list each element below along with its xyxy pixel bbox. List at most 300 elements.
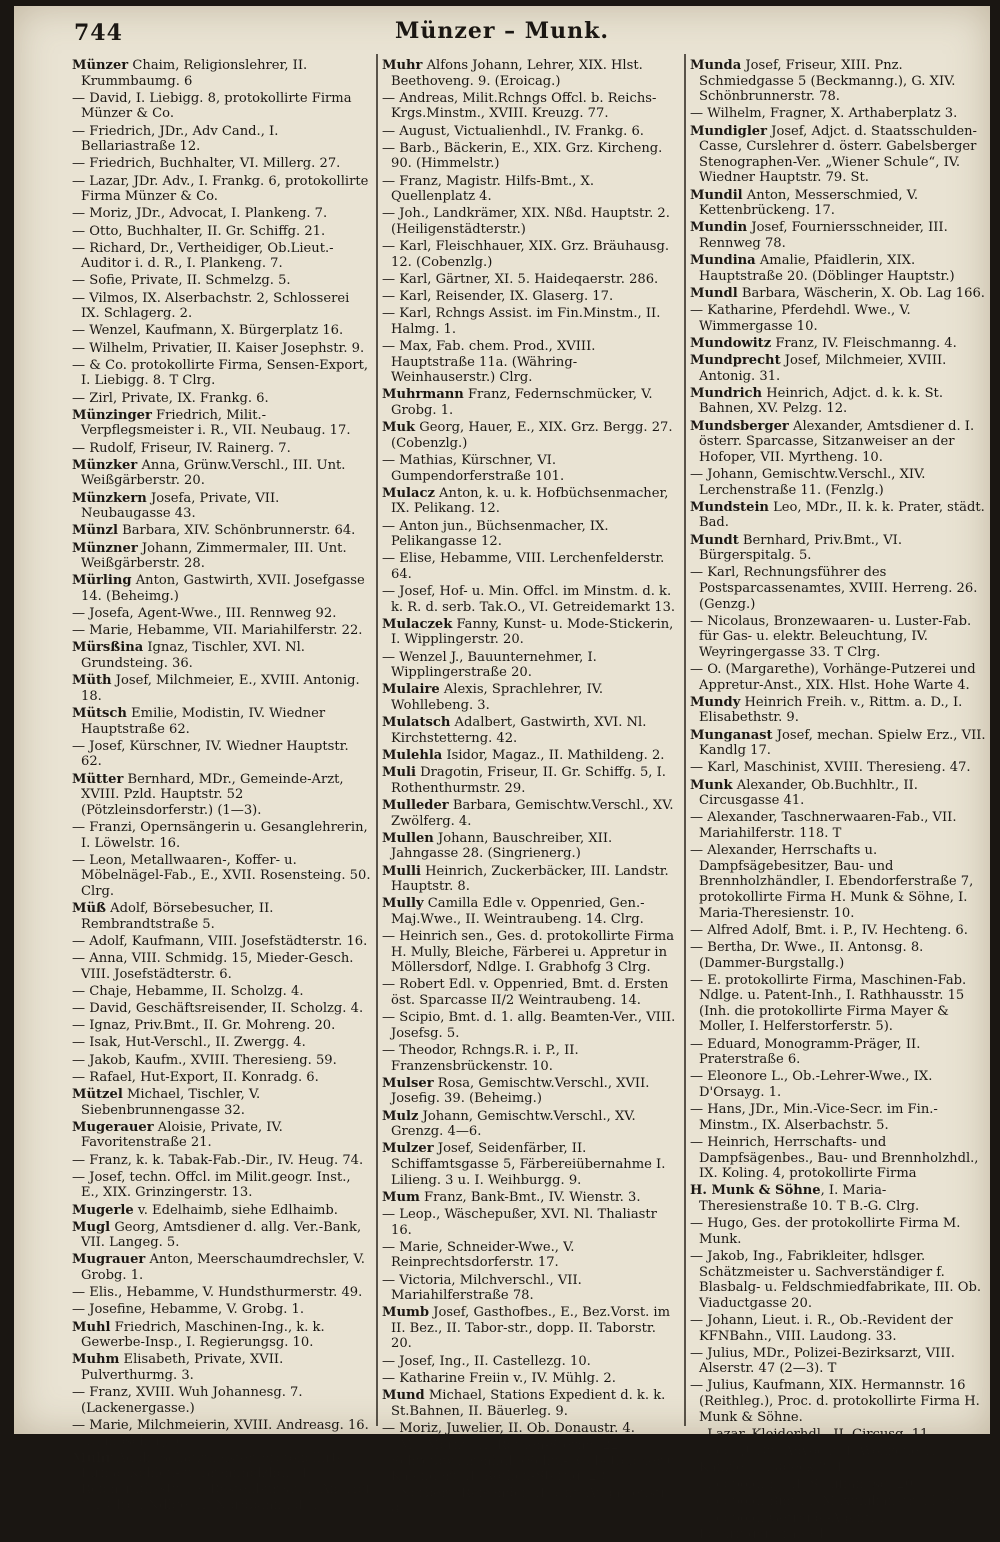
entry-details: — Marie, Schneider-Wwe., V. Reinprechtsdorferstr. 17. [382, 1239, 575, 1271]
entry-details: v. Edelhaimb, siehe Edlhaimb. [133, 1202, 338, 1218]
entry-details: — Josef, Hof- u. Min. Offcl. im Minstm. d. k. k. R. d. serb. Tak.O., VI. Getreidemarkt 13. [382, 584, 676, 615]
directory-entry [72, 673, 372, 704]
entry-surname: Muhrmann [382, 387, 464, 403]
directory-entry [690, 843, 986, 921]
entry-surname: Mulleder [382, 797, 449, 813]
entry-details: — Lazar, JDr. Adv., I. Frankg. 6, protokollirte Firma Münzer & Co. [72, 173, 369, 205]
entry-surname: Mulacz [382, 485, 435, 501]
directory-entry [72, 1018, 372, 1034]
entry-details: — Josefa, Agent-Wwe., III. Rennweg 92. [72, 606, 337, 622]
running-head: Münzer – Munk. [395, 18, 609, 44]
entry-details: — Barb., Bäckerin, E., XIX. Grz. Kircheng. 90. (Himmelstr.) [382, 140, 663, 172]
directory-entry [382, 650, 680, 681]
page-header [14, 6, 990, 48]
entry-details: — Joh., Landkrämer, XIX. Nßd. Hauptstr. 2. (Heiligenstädterstr.) [382, 206, 670, 237]
entry-details: Adalbert, Gastwirth, XVI. Nl. Kirchstetterng. 42. [391, 715, 647, 746]
directory-entry [690, 253, 986, 284]
entry-surname: Muhr [382, 58, 423, 73]
directory-entry [382, 798, 680, 829]
entry-details: Franz, IV. Fleischmanng. 4. [771, 335, 957, 351]
directory-entry [72, 1170, 372, 1201]
entry-surname: Mully [382, 896, 424, 912]
column-3 [690, 58, 986, 1542]
entry-details: Alexis, Sprachlehrer, IV. Wohllebeng. 3. [391, 682, 604, 714]
entry-details: Ignaz, Tischler, XVI. Nl. Grundsteing. 36. [81, 640, 305, 672]
directory-entry [72, 606, 372, 622]
directory-entry [690, 467, 986, 498]
column-1 [72, 58, 372, 1513]
entry-surname: Mundl [690, 285, 738, 301]
entry-details: — Adolf, Kaufmann, VIII. Josefstädterstr. 16. [72, 933, 368, 949]
entry-details: — Nicolaus, Bronzewaaren- u. Luster-Fab. für Gas- u. elektr. Beleuchtung, IV. Weyringergasse 33. T Clrg. [690, 613, 972, 660]
entry-details: Josef, Milchmeier, E., XVIII. Antonig. 18. [81, 673, 360, 704]
directory-entry [690, 303, 986, 334]
entry-details: Anna, Grünw.Verschl., III. Unt. Weißgärberstr. 20. [81, 457, 346, 489]
entry-details: — Marie, Milchmeierin, XVIII. Andreasg. 16. (Dempscherg.) [72, 1417, 369, 1449]
entry-details: Josef, mechan. Spielw Erz., VII. Kandlg 17. [699, 727, 986, 759]
directory-entry [72, 1285, 372, 1301]
directory-entry [690, 1511, 986, 1542]
directory-entry [690, 760, 986, 776]
entry-details: — E. protokollirte Firma, Maschinen-Fab. Ndlge. u. Patent-Inh., I. Rathhausstr. 15 (Inh. die protokollirte Firma Mayer & Moller, I. Helferstorferstr. 5). [690, 972, 967, 1035]
directory-entry [690, 1135, 986, 1182]
entry-details: — Franz, k. k. Tabak-Fab.-Dir., IV. Heug. 74. [72, 1152, 364, 1168]
directory-entry [72, 224, 372, 240]
entry-details: — Eleonore L., Ob.-Lehrer-Wwe., IX. D'Orsayg. 1. [690, 1069, 933, 1101]
directory-entry [690, 1477, 986, 1493]
directory-entry [382, 519, 680, 550]
entry-details: Johann, Zimmermaler, III. Unt. Weißgärberstr. 28. [81, 540, 347, 572]
entry-details: — Hugo, Ges. der protokollirte Firma M. Munk. [690, 1216, 961, 1247]
entry-surname: Mundigler [690, 123, 768, 139]
entry-details: Barbara, XIV. Schönbrunnerstr. 64. [117, 523, 356, 539]
entry-details: — Otto, Buchhalter, II. Gr. Schiffg. 21. [72, 223, 326, 239]
directory-entry [690, 662, 986, 693]
entry-surname: Müß [72, 901, 106, 917]
entry-details: — David, I. Liebigg. 8, protokollirte Firma Münzer & Co. [72, 90, 352, 122]
page-number: 744 [74, 20, 123, 46]
entry-surname: Münzkern [72, 490, 147, 506]
entry-details: , I. Maria-Theresienstraße 10. T B.-G. Clrg. [699, 1183, 920, 1214]
directory-entry [72, 1035, 372, 1051]
entry-details: Isidor, Magaz., II. Mathildeng. 2. [442, 748, 665, 763]
entry-surname: Münzinger [72, 407, 152, 423]
directory-entry [690, 1313, 986, 1344]
entry-surname: Munda [690, 58, 742, 73]
entry-surname: Mürsßina [72, 640, 144, 656]
entry-details: Franz, Federnschmücker, V. Grobg. 1. [391, 387, 653, 418]
entry-details: — Chaje, Hebamme, II. Scholzg. 4. [72, 983, 304, 999]
directory-entry [72, 623, 372, 639]
entry-details: Alexander, Ob.Buchhltr., II. Circusgasse 41. [699, 777, 918, 809]
directory-entry [690, 220, 986, 251]
entry-surname: Münzker [72, 457, 138, 473]
directory-entry [72, 541, 372, 572]
entry-surname: Mundprecht [690, 353, 781, 369]
directory-entry [382, 272, 680, 288]
directory-entry [382, 1240, 680, 1271]
entry-surname: Muk [382, 420, 416, 436]
entry-surname: Müth [72, 673, 112, 689]
column-rule [376, 54, 378, 1426]
directory-entry [382, 339, 680, 386]
directory-entry [690, 58, 986, 105]
directory-entry [690, 778, 986, 809]
entry-surname: Muhr [72, 1450, 113, 1466]
directory-entry [72, 441, 372, 457]
entry-surname: H. Munk & Söhne [690, 1183, 821, 1199]
entry-details: Friedrich, Maschinen-Ing., k. k. Gewerbe-Insp., I. Regierungsg. 10. [81, 1319, 325, 1351]
directory-entry [690, 286, 986, 302]
directory-entry [690, 500, 986, 531]
entry-details: Michael, Stations Expedient d. k. k. St.Bahnen, II. Bäuerleg. 9. [391, 1388, 666, 1419]
entry-details: — Karl, Fleischhauer, XIX. Grz. Bräuhausg. 12. (Cobenzlg.) [382, 239, 670, 270]
entry-details: — Friedrich, Buchhalter, VI. Millerg. 27. [72, 156, 341, 172]
directory-entry [690, 728, 986, 759]
entry-details: Heinrich Freih. v., Rittm. a. D., I. Elisabethstr. 9. [699, 694, 963, 726]
directory-entry [690, 353, 986, 384]
entry-details: — Wenzel J., Bauunternehmer, I. Wipplingerstraße 20. [382, 649, 597, 681]
directory-entry [72, 772, 372, 819]
directory-entry [72, 273, 372, 289]
entry-details: — Richard, Dr., Vertheidiger, Ob.Lieut.-Auditor i. d. R., I. Plankeng. 7. [72, 240, 334, 272]
entry-surname: Mullen [382, 830, 434, 846]
entry-details: Bernhard, MDr., Gemeinde-Arzt, XVIII. Pzld. Hauptstr. 52 (Pötzleinsdorferstr.) (1—3). [81, 771, 344, 818]
directory-entry [382, 617, 680, 648]
directory-entry [72, 1252, 372, 1283]
directory-entry [690, 1216, 986, 1247]
directory-entry [382, 174, 680, 205]
entry-details: — Robert Edl. v. Oppenried, Bmt. d. Ersten öst. Sparcasse II/2 Weintraubeng. 14. [382, 977, 669, 1009]
directory-entry [382, 929, 680, 976]
directory-entry [690, 124, 986, 186]
entry-surname: Muhl [72, 1319, 111, 1335]
entry-details: Josefa, Private, VII. Neubaugasse 43. [81, 490, 280, 522]
entry-details: — Marie, Hebamme, VII. Mariahilferstr. 22. [72, 623, 363, 639]
entry-surname: Münzer [72, 58, 129, 73]
entry-details: Camilla Edle v. Oppenried, Gen.-Maj.Wwe., II. Weintraubeng. 14. Clrg. [391, 896, 645, 927]
directory-entry [382, 1486, 680, 1517]
entry-details: — Heinrich sen., Ges. d. protokollirte Firma H. Mully, Bleiche, Färberei u. Appretur in Möllersdorf, Ndlge. I. Grabhofg 3 Clrg. [382, 929, 675, 976]
entry-surname: Muli [382, 765, 416, 781]
entry-details: Anton, Gastwirth, XVII. Josefgasse 14. (Beheimg.) [81, 573, 365, 604]
directory-entry [382, 1109, 680, 1140]
directory-entry [382, 124, 680, 140]
entry-details: Barbara, Gemischtw.Verschl., XV. Zwölferg. 4. [391, 797, 674, 829]
entry-details: Elisabeth, Private, XVII. Pulverthurmg. 3. [81, 1352, 284, 1383]
directory-entry [382, 306, 680, 337]
directory-entry [382, 1207, 680, 1238]
entry-details: — Josefine, Hebamme, V. Grobg. 1. [72, 1302, 305, 1318]
entry-details: — Leon, Metallwaaren-, Koffer- u. Möbelnägel-Fab., E., XVII. Rosensteing. 50. Clrg. [72, 852, 371, 899]
entry-surname: Mugerauer [72, 1119, 154, 1135]
entry-details: — Lazar, Kleiderhdl., II. Circusg. 11. [690, 1426, 933, 1442]
entry-details: — Scipio, Bmt. d. 1. allg. Beamten-Ver., VIII. Josefsg. 5. [382, 1010, 676, 1041]
directory-entry [690, 188, 986, 219]
directory-entry [382, 1010, 680, 1041]
entry-details: — Katharine, Pferdehdl. Wwe., V. Wimmergasse 10. [690, 303, 911, 334]
directory-entry [72, 853, 372, 900]
entry-surname: Mundrich [690, 385, 763, 401]
entry-details: — Hans, JDr., Min.-Vice-Secr. im Fin.-Minstm., IX. Alserbachstr. 5. [690, 1102, 938, 1133]
entry-details: Rosa, Gemischtw.Verschl., XVII. Josefig. 39. (Beheimg.) [391, 1075, 650, 1107]
directory-entry [72, 1070, 372, 1086]
entry-details: — Julius, Kaufmann, XIX. Hermannstr. 16 (Reithleg.), Proc. d. protokollirte Firma H. Munk & Söhne. [690, 1378, 980, 1425]
entry-details: — O. (Margarethe), Vorhänge-Putzerei und Appretur-Anst., XIX. Hlst. Hohe Warte 4. [690, 662, 976, 693]
entry-details: — Alexander, Herrschafts u. Dampfsägebesitzer, Bau- und Brennholzhändler, I. Ebendorferstraße 7, protokollirte Firma H. Munk & Söhne, I. Maria-Theresienstr. 10. [690, 843, 974, 921]
directory-entry [72, 1001, 372, 1017]
directory-entry [382, 420, 680, 451]
entry-details: — Josef, Kürschner, IV. Wiedner Hauptstr. 62. [72, 738, 349, 770]
entry-details: Leo, MDr., II. k. k. Prater, städt. Bad. [699, 499, 985, 531]
directory-entry [690, 1494, 986, 1510]
directory-entry [72, 58, 372, 89]
directory-entry [72, 241, 372, 272]
directory-entry [72, 951, 372, 982]
entry-details: — Franzi, Opernsängerin u. Gesanglehrerin, I. Löwelstr. 16. [72, 819, 368, 851]
entry-surname: Mütsch [72, 706, 127, 721]
entry-details: — Alexander, Taschnerwaaren-Fab., VII. Mariahilferstr. 118. T [690, 810, 957, 841]
directory-entry [382, 1305, 680, 1352]
entry-surname: Mundin [690, 220, 748, 236]
entry-details: Friedrich, Milit.-Verpflegsmeister i. R., VII. Neubaug. 17. [81, 407, 351, 439]
entry-details: — Leopold, E., II. Schiffamtsg. 20. [690, 1476, 918, 1492]
directory-entry [382, 551, 680, 582]
entry-surname: Mund [382, 1388, 425, 1404]
entry-details: — Franz, XVIII. Wuh Johannesg. 7. (Lackenergasse.) [72, 1385, 303, 1416]
directory-entry [690, 1102, 986, 1133]
directory-entry [72, 1153, 372, 1169]
entry-details: — Victoria, Milchverschl., VII. Mariahilferstraße 78. [382, 1272, 582, 1304]
directory-entry [72, 706, 372, 737]
entry-surname: Mundstein [690, 499, 769, 515]
entry-surname: Munganast [690, 727, 773, 743]
directory-entry [72, 1120, 372, 1151]
directory-entry [72, 984, 372, 1000]
directory-entry [72, 491, 372, 522]
entry-details: Josef, Milchmeier, XVIII. Antonig. 31. [699, 353, 947, 384]
entry-details: — Sofie, Private, II. Schmelzg. 5. [72, 273, 291, 289]
entry-details: Josef, Friseur, XIII. Pnz. Schmiedgasse 5 (Beckmanng.), G. XIV. Schönbrunnerstr. 78. [699, 58, 956, 105]
directory-entry [382, 1354, 680, 1370]
directory-entry [382, 1388, 680, 1419]
directory-entry [690, 419, 986, 466]
entry-surname: Münzner [72, 540, 138, 556]
entry-details: — Andreas, Milit.Rchngs Offcl. b. Reichs-Krgs.Minstm., XVIII. Kreuzg. 77. [382, 90, 657, 122]
directory-entry [72, 458, 372, 489]
entry-details: — Karl, Maschinist, XVIII. Theresieng. 47. [690, 760, 971, 776]
entry-details: — Karl, Rchngs Assist. im Fin.Minstm., II. Halmg. 1. [382, 306, 661, 337]
entry-details: — Norbert, Reisender, II. Unt. Augartenstr. 8. [382, 1486, 670, 1517]
directory-entry [72, 91, 372, 122]
entry-surname: Mulz [382, 1108, 419, 1124]
directory-entry [72, 358, 372, 389]
directory-entry [382, 977, 680, 1008]
directory-entry [382, 1043, 680, 1074]
directory-entry [72, 1203, 372, 1219]
entry-surname: Mundt [690, 532, 739, 548]
directory-entry [382, 239, 680, 270]
directory-entry [690, 1378, 986, 1425]
entry-surname: Mugrauer [72, 1252, 146, 1268]
entry-details: — August, Victualienhdl., IV. Frankg. 6. [382, 123, 644, 139]
entry-details: — Rafael, Hut-Export, II. Konradg. 6. [72, 1069, 319, 1085]
entry-details: Dragotin, Friseur, II. Gr. Schiffg. 5, I. Rothenthurmstr. 29. [391, 765, 666, 796]
directory-entry [72, 408, 372, 439]
directory-entry [72, 820, 372, 851]
entry-details: — Alfred Adolf, Bmt. i. P., IV. Hechteng. 6. [690, 922, 968, 938]
directory-entry [72, 1053, 372, 1069]
entry-surname: Mulaire [382, 682, 440, 698]
directory-entry [72, 206, 372, 222]
directory-entry [72, 323, 372, 339]
directory-entry [382, 1421, 680, 1437]
directory-entry [382, 91, 680, 122]
entry-surname: Muhm [72, 1352, 120, 1368]
directory-entry [382, 748, 680, 764]
directory-entry [690, 1346, 986, 1377]
entry-surname: Mugerle [72, 1202, 134, 1218]
directory-entry [690, 565, 986, 612]
entry-details: — Ignaz, Priv.Bmt., II. Gr. Mohreng. 20. [72, 1018, 336, 1034]
directory-entry [72, 1451, 372, 1513]
entry-details: Josef, Adjct. d. Staatsschulden-Casse, Curslehrer d. österr. Gabelsberger Stenographen-Ver. „Wiener Schule“, IV. Wiedner Hauptstr. 79. St. [699, 123, 977, 186]
directory-entry [382, 896, 680, 927]
entry-details: — Karl, Gärtner, XI. 5. Haideqaerstr. 286. [382, 271, 659, 287]
entry-details: Johann, Gemischtw.Verschl., XV. Grenzg. 4—6. [391, 1108, 636, 1140]
directory-entry [690, 386, 986, 417]
directory-page [14, 6, 990, 1542]
entry-details: Amalie, Pfaidlerin, XIX. Hauptstraße 20. (Döblinger Hauptstr.) [699, 253, 955, 284]
entry-surname: Mugl [72, 1219, 111, 1235]
entry-surname: Mulzer [382, 1141, 434, 1157]
directory-entry [382, 1273, 680, 1304]
directory-entry [72, 640, 372, 671]
entry-details: — Zirl, Private, IX. Frankg. 6. [72, 390, 269, 406]
entry-details: Johann, Bauschreiber, XII. Jahngasse 28. (Singrienerg.) [391, 830, 613, 862]
directory-entry [690, 1444, 986, 1475]
entry-details: Adolf, Börsebesucher, II. Rembrandtstraße 5. [81, 901, 274, 932]
directory-entry [72, 739, 372, 770]
entry-details: — Johann, Gemischtw.Verschl., XIV. Lerchenstraße 11. (Fenzlg.) [690, 466, 926, 498]
entry-details: Josef, Seidenfärber, II. Schiffamtsgasse 5, Färbereiübernahme I. Lilieng. 3 u. I. Weihburgg. 9. [391, 1141, 666, 1188]
entry-details: Franz, Bank-Bmt., IV. Wienstr. 3. [419, 1189, 641, 1205]
entry-details: Josef, Fourniersschneider, III. Rennweg 78. [699, 220, 948, 251]
directory-entry [72, 1352, 372, 1383]
directory-entry [382, 682, 680, 713]
entry-details: — & Co. protokollirte Firma, Sensen-Export, I. Liebigg. 8. T Clrg. [72, 357, 368, 389]
directory-entry [690, 1427, 986, 1443]
entry-surname: Münzl [72, 523, 118, 539]
entry-details: — Katharine Freiin v., IV. Mühlg. 2. [382, 1370, 616, 1386]
entry-details: — Leop., Wäschepußer, XVI. Nl. Thaliastr 16. [382, 1206, 657, 1238]
entry-surname: Mulli [382, 863, 421, 879]
directory-entry [382, 584, 680, 615]
entry-details: — Moriz, Juwelier, II. Ob. Donaustr. 4. [382, 1420, 635, 1436]
entry-details: Georg, Hauer, E., XIX. Grz. Bergg. 27. (Cobenzlg.) [391, 420, 673, 451]
entry-details: — Friedrich, JDr., Adv Cand., I. Bellariastraße 12. [72, 123, 279, 155]
entry-details: Adolf, Schätzmeister, protokollirte Firma, Kohlen- u. Brennholzhdl., I. Reichsrathsstr. 15, Bestellbureau I. Am Hof 7 T Clrg., Ndlge. II. Nordbahnhof. T [81, 1450, 371, 1513]
entry-details: — Jakob, Ing., Fabrikleiter, hdlsger. Schätzmeister u. Sachverständiger f. Blasbalg- u. Feldschmiedfabrikate, III. Ob. Viaductgasse 20. [690, 1248, 982, 1311]
entry-details: — Moriz, JDr., Advocat, I. Plankeng. 7. [72, 206, 328, 222]
entry-details: Alexander, Amtsdiener d. I. österr. Sparcasse, Sitzanweiser an der Hofoper, VII. Myrtheng. 10. [699, 418, 975, 465]
entry-details: — Mathias, Kürschner, VI. Gumpendorferstraße 101. [382, 452, 565, 484]
entry-details: — Jakob, Kaufm., XVIII. Theresieng. 59. [72, 1052, 337, 1068]
entry-surname: Mulatsch [382, 715, 451, 731]
entry-details: — Josef, Ing., II. Castellezg. 10. [382, 1353, 591, 1369]
entry-details: Fanny, Kunst- u. Mode-Stickerin, I. Wipplingerstr. 20. [391, 616, 674, 648]
entry-details: Michael, Tischler, V. Siebenbrunnengasse 32. [81, 1086, 261, 1118]
directory-entry [72, 523, 372, 539]
entry-surname: Mütter [72, 771, 124, 787]
directory-entry [72, 1320, 372, 1351]
entry-details: Barbara, Wäscherin, X. Ob. Lag 166. [737, 285, 985, 301]
directory-entry [382, 1371, 680, 1387]
directory-entry [690, 1069, 986, 1100]
directory-entry [690, 923, 986, 939]
entry-details: Anton, Messerschmied, V. Kettenbrückeng. 17. [699, 187, 919, 219]
directory-entry [690, 614, 986, 661]
directory-entry [382, 831, 680, 862]
column-rule [684, 54, 686, 1426]
directory-entry [690, 336, 986, 352]
entry-details: — Anton jun., Büchsenmacher, IX. Pelikangasse 12. [382, 518, 609, 550]
entry-details: — Eduard, Monogramm-Präger, II. Praterstraße 6. [690, 1036, 921, 1068]
entry-surname: Mundowitz [690, 335, 772, 351]
entry-surname: Mundsberger [690, 418, 789, 434]
directory-entry [690, 1037, 986, 1068]
entry-surname: Mützel [72, 1086, 123, 1102]
directory-entry [382, 58, 680, 89]
entry-details: — Wilhelm, Privatier, II. Kaiser Josephstr. 9. [72, 340, 365, 356]
entry-details: — Vilmos, IX. Alserbachstr. 2, Schlosserei IX. Schlagerg. 2. [72, 290, 350, 322]
entry-details: Heinrich, Zuckerbäcker, III. Landstr. Hauptstr. 8. [391, 863, 669, 895]
directory-entry [382, 765, 680, 796]
directory-entry [72, 934, 372, 950]
entry-details: — Wilhelm, Fragner, X. Arthaberplatz 3. [690, 106, 958, 122]
entry-surname: Mundil [690, 187, 743, 203]
entry-surname: Mumb [382, 1305, 430, 1321]
directory-entry [382, 289, 680, 305]
directory-entry [690, 973, 986, 1035]
directory-entry [690, 106, 986, 122]
entry-details: — Josef, techn. Offcl. im Milit.geogr. Inst., E., XIX. Grinzingerstr. 13. [72, 1169, 351, 1201]
directory-entry [72, 1220, 372, 1251]
entry-details: — M. (Moriz), II. Rothen-Sterng. 22, Schreibwaarenhdl. (Schul-, Gebetbücher u. Kalender), II. Rothen-Sterng. 23. [382, 1438, 680, 1485]
directory-entry [72, 124, 372, 155]
entry-details: — Julius, MDr., Polizei-Bezirksarzt, VIII. Alserstr. 47 (2—3). T [690, 1345, 955, 1377]
directory-entry [72, 391, 372, 407]
entry-surname: Mulser [382, 1075, 434, 1091]
entry-details: — Leo, JUDr., Advocat, I. Wollzeile 1, Kanzlei I. Lugeck 3. T [690, 1444, 936, 1475]
directory-entry [690, 1183, 986, 1214]
entry-surname: Mum [382, 1189, 420, 1205]
directory-entry [382, 864, 680, 895]
directory-entry [382, 1141, 680, 1188]
entry-surname: Mulehla [382, 748, 443, 763]
directory-entry [72, 1087, 372, 1118]
directory-entry [690, 940, 986, 971]
directory-entry [72, 156, 372, 172]
directory-entry [382, 486, 680, 517]
directory-entry [382, 715, 680, 746]
directory-entry [382, 1190, 680, 1206]
entry-details: — Max, Fab. chem. Prod., XVIII. Hauptstraße 11a. (Währing-Weinhauserstr.) Clrg. [382, 339, 596, 386]
entry-details: — Karl, Rechnungsführer des Postsparcassenamtes, XVIII. Herreng. 26. (Genzg.) [690, 565, 978, 612]
entry-details: — Anna, VIII. Schmidg. 15, Mieder-Gesch. VIII. Josefstädterstr. 6. [72, 951, 354, 982]
column-2 [382, 58, 680, 1517]
entry-details: — Elise, Hebamme, VIII. Lerchenfelderstr. 64. [382, 551, 665, 582]
